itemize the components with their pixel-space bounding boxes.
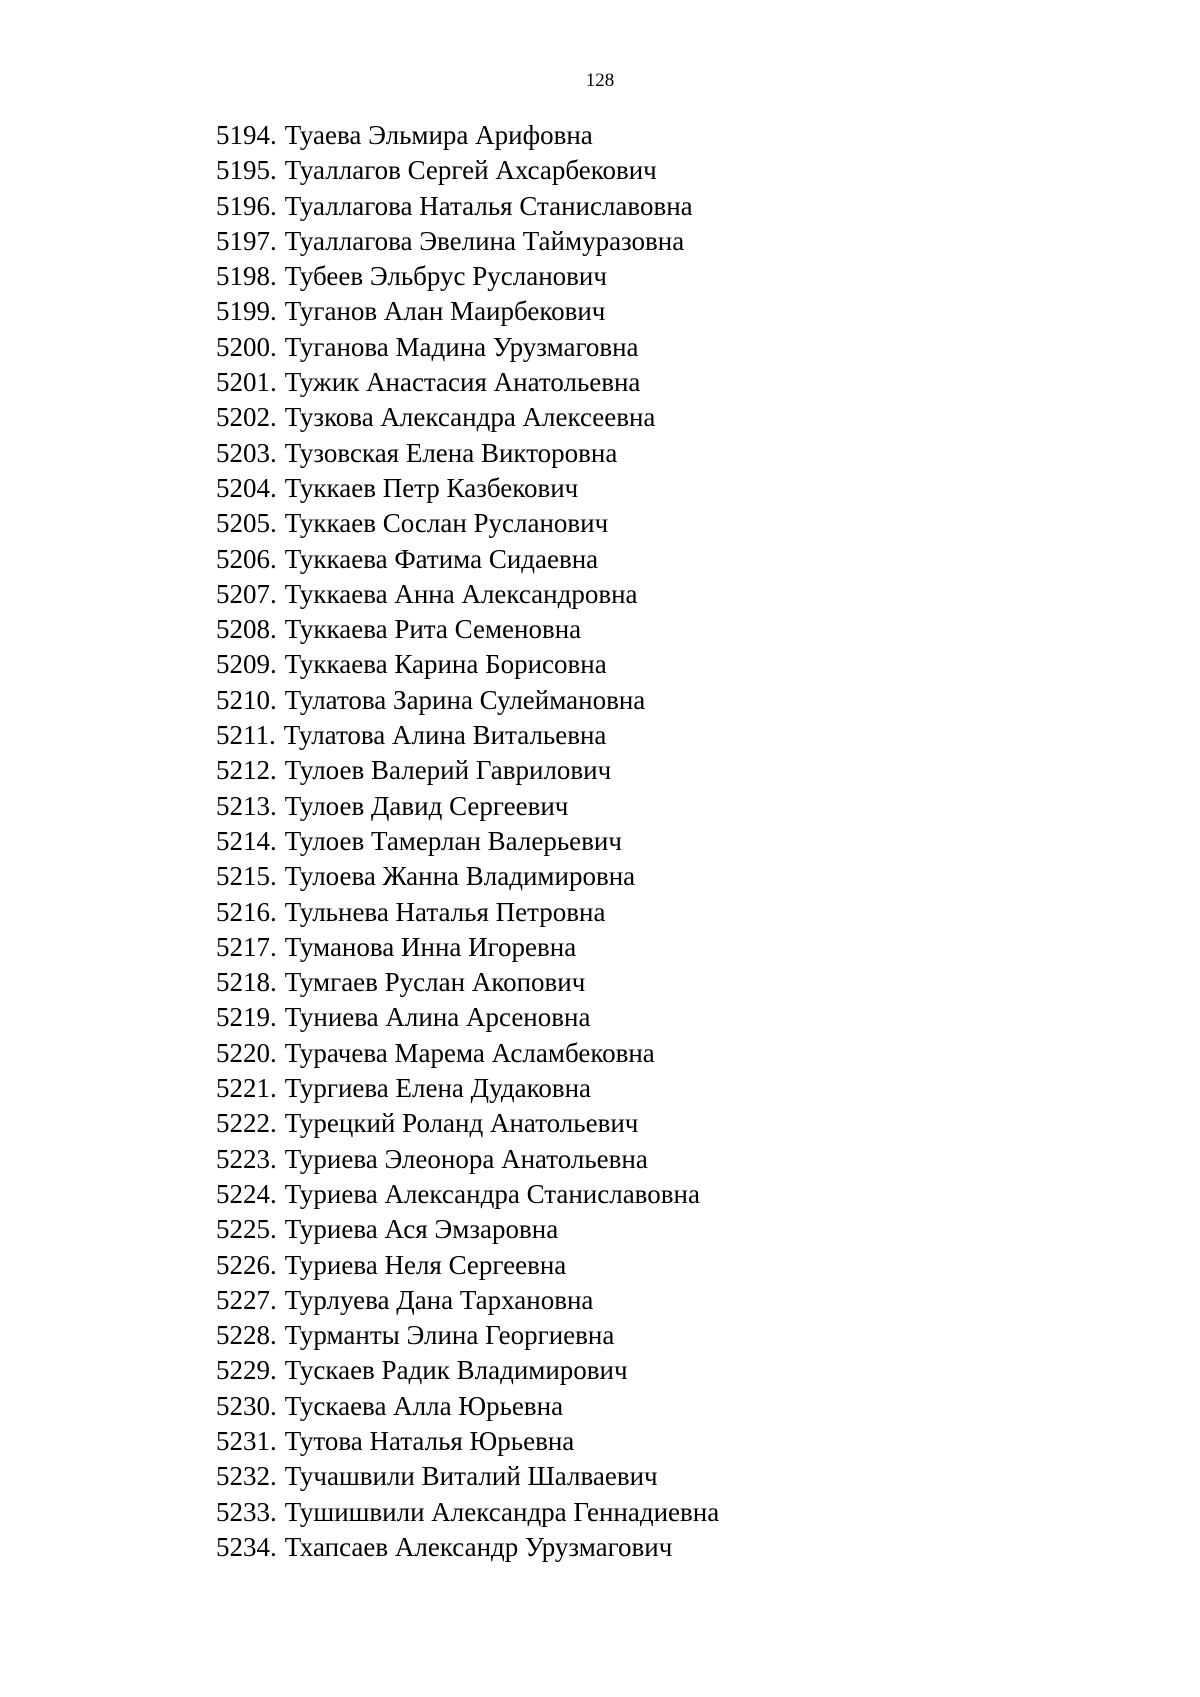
entry-full-name: Туккаева Фатима Сидаевна [284,543,599,574]
list-item [216,1212,719,1247]
list-item [216,400,719,435]
list-item [216,1530,719,1565]
entry-full-name: Тушишвили Александра Геннадиевна [284,1496,720,1527]
entry-full-name: Тулоев Валерий Гаврилович [284,755,612,786]
list-item [216,930,719,965]
entry-number: 5227. [216,1284,277,1315]
list-item [216,965,719,1000]
entry-full-name: Туганова Мадина Урузмаговна [284,331,639,362]
list-item [216,577,719,612]
list-item [216,224,719,259]
entry-number: 5196. [216,190,277,221]
entry-number: 5215. [216,861,277,892]
name-list [216,118,719,1565]
list-item [216,330,719,365]
entry-number: 5230. [216,1390,277,1421]
entry-number: 5229. [216,1355,277,1386]
list-item [216,471,719,506]
entry-full-name: Тубеев Эльбрус Русланович [284,261,607,292]
list-item [216,542,719,577]
list-item [216,647,719,682]
list-item [216,1318,719,1353]
entry-full-name: Туккаева Карина Борисовна [284,649,607,680]
list-item [216,1071,719,1106]
entry-full-name: Туаллагова Эвелина Таймуразовна [284,225,685,256]
entry-number: 5195. [216,155,277,186]
list-item [216,1106,719,1141]
entry-number: 5194. [216,120,277,150]
entry-full-name: Тужик Анастасия Анатольевна [284,367,641,398]
entry-number: 5211. [216,720,276,751]
list-item [216,506,719,541]
entry-number: 5219. [216,1002,277,1033]
list-item [216,1142,719,1177]
entry-number: 5221. [216,1073,277,1104]
entry-number: 5214. [216,825,277,856]
entry-full-name: Туаллагов Сергей Ахсарбекович [284,155,657,186]
entry-number: 5209. [216,649,277,680]
entry-full-name: Тускаев Радик Владимирович [284,1355,628,1386]
entry-number: 5218. [216,967,277,998]
list-item [216,118,719,153]
entry-full-name: Туаллагова Наталья Станиславовна [284,190,693,221]
entry-number: 5207. [216,578,277,609]
entry-full-name: Тхапсаев Александр Урузмагович [284,1531,673,1562]
list-item [216,1389,719,1424]
entry-full-name: Тучашвили Виталий Шалваевич [284,1461,658,1492]
entry-full-name: Тульнева Наталья Петровна [284,896,606,927]
list-item [216,436,719,471]
list-item [216,365,719,400]
entry-full-name: Туриева Неля Сергеевна [284,1249,567,1280]
list-item [216,1495,719,1530]
entry-full-name: Туккаев Петр Казбекович [284,472,579,503]
entry-number: 5206. [216,543,277,574]
list-item [216,1036,719,1071]
entry-full-name: Туккаева Рита Семеновна [284,614,582,645]
entry-full-name: Туриева Элеонора Анатольевна [284,1143,648,1174]
entry-full-name: Тутова Наталья Юрьевна [284,1425,575,1456]
entry-number: 5216. [216,896,277,927]
entry-full-name: Тулоева Жанна Владимировна [284,861,636,892]
entry-full-name: Тузкова Александра Алексеевна [284,402,656,433]
entry-full-name: Тулоев Давид Сергеевич [284,790,569,821]
entry-full-name: Туриева Ася Эмзаровна [284,1214,559,1245]
entry-full-name: Тулатова Алина Витальевна [283,720,607,751]
entry-full-name: Туаева Эльмира Арифовна [284,120,593,150]
list-item [216,718,719,753]
entry-full-name: Туккаев Сослан Русланович [284,508,609,539]
entry-full-name: Тумгаев Руслан Акопович [284,967,586,998]
list-item [216,153,719,188]
entry-number: 5224. [216,1178,277,1209]
entry-number: 5220. [216,1037,277,1068]
entry-number: 5204. [216,472,277,503]
list-item [216,683,719,718]
entry-number: 5231. [216,1425,277,1456]
entry-full-name: Турманты Элина Георгиевна [284,1320,615,1351]
entry-number: 5222. [216,1108,277,1139]
entry-full-name: Туманова Инна Игоревна [284,931,577,962]
entry-number: 5233. [216,1496,277,1527]
list-item [216,1459,719,1494]
entry-number: 5199. [216,296,277,327]
entry-full-name: Тулоев Тамерлан Валерьевич [284,825,622,856]
entry-full-name: Тулатова Зарина Сулеймановна [284,684,646,715]
list-item [216,1000,719,1035]
entry-number: 5225. [216,1214,277,1245]
entry-number: 5213. [216,790,277,821]
list-item [216,189,719,224]
list-item [216,824,719,859]
entry-number: 5201. [216,367,277,398]
entry-number: 5223. [216,1143,277,1174]
list-item [216,612,719,647]
entry-full-name: Туккаева Анна Александровна [284,578,638,609]
entry-number: 5232. [216,1461,277,1492]
entry-number: 5212. [216,755,277,786]
entry-number: 5234. [216,1531,277,1562]
entry-number: 5217. [216,931,277,962]
page-number: 128 [585,70,615,91]
list-item [216,259,719,294]
entry-number: 5203. [216,437,277,468]
entry-full-name: Туриева Александра Станиславовна [284,1178,700,1209]
list-item [216,1283,719,1318]
entry-number: 5200. [216,331,277,362]
entry-number: 5202. [216,402,277,433]
entry-full-name: Туниева Алина Арсеновна [284,1002,591,1033]
list-item [216,789,719,824]
entry-number: 5197. [216,225,277,256]
list-item [216,895,719,930]
entry-full-name: Тургиева Елена Дудаковна [284,1073,592,1104]
entry-full-name: Тускаева Алла Юрьевна [284,1390,564,1421]
entry-full-name: Турлуева Дана Тархановна [284,1284,594,1315]
entry-full-name: Турецкий Роланд Анатольевич [284,1108,639,1139]
entry-full-name: Туганов Алан Маирбекович [284,296,606,327]
list-item [216,859,719,894]
list-item [216,753,719,788]
entry-full-name: Турачева Марема Асламбековна [284,1037,655,1068]
list-item [216,1248,719,1283]
list-item [216,1424,719,1459]
entry-full-name: Тузовская Елена Викторовна [284,437,618,468]
entry-number: 5226. [216,1249,277,1280]
entry-number: 5208. [216,614,277,645]
entry-number: 5205. [216,508,277,539]
list-item [216,1177,719,1212]
entry-number: 5228. [216,1320,277,1351]
entry-number: 5210. [216,684,277,715]
entry-number: 5198. [216,261,277,292]
list-item [216,1353,719,1388]
list-item [216,294,719,329]
